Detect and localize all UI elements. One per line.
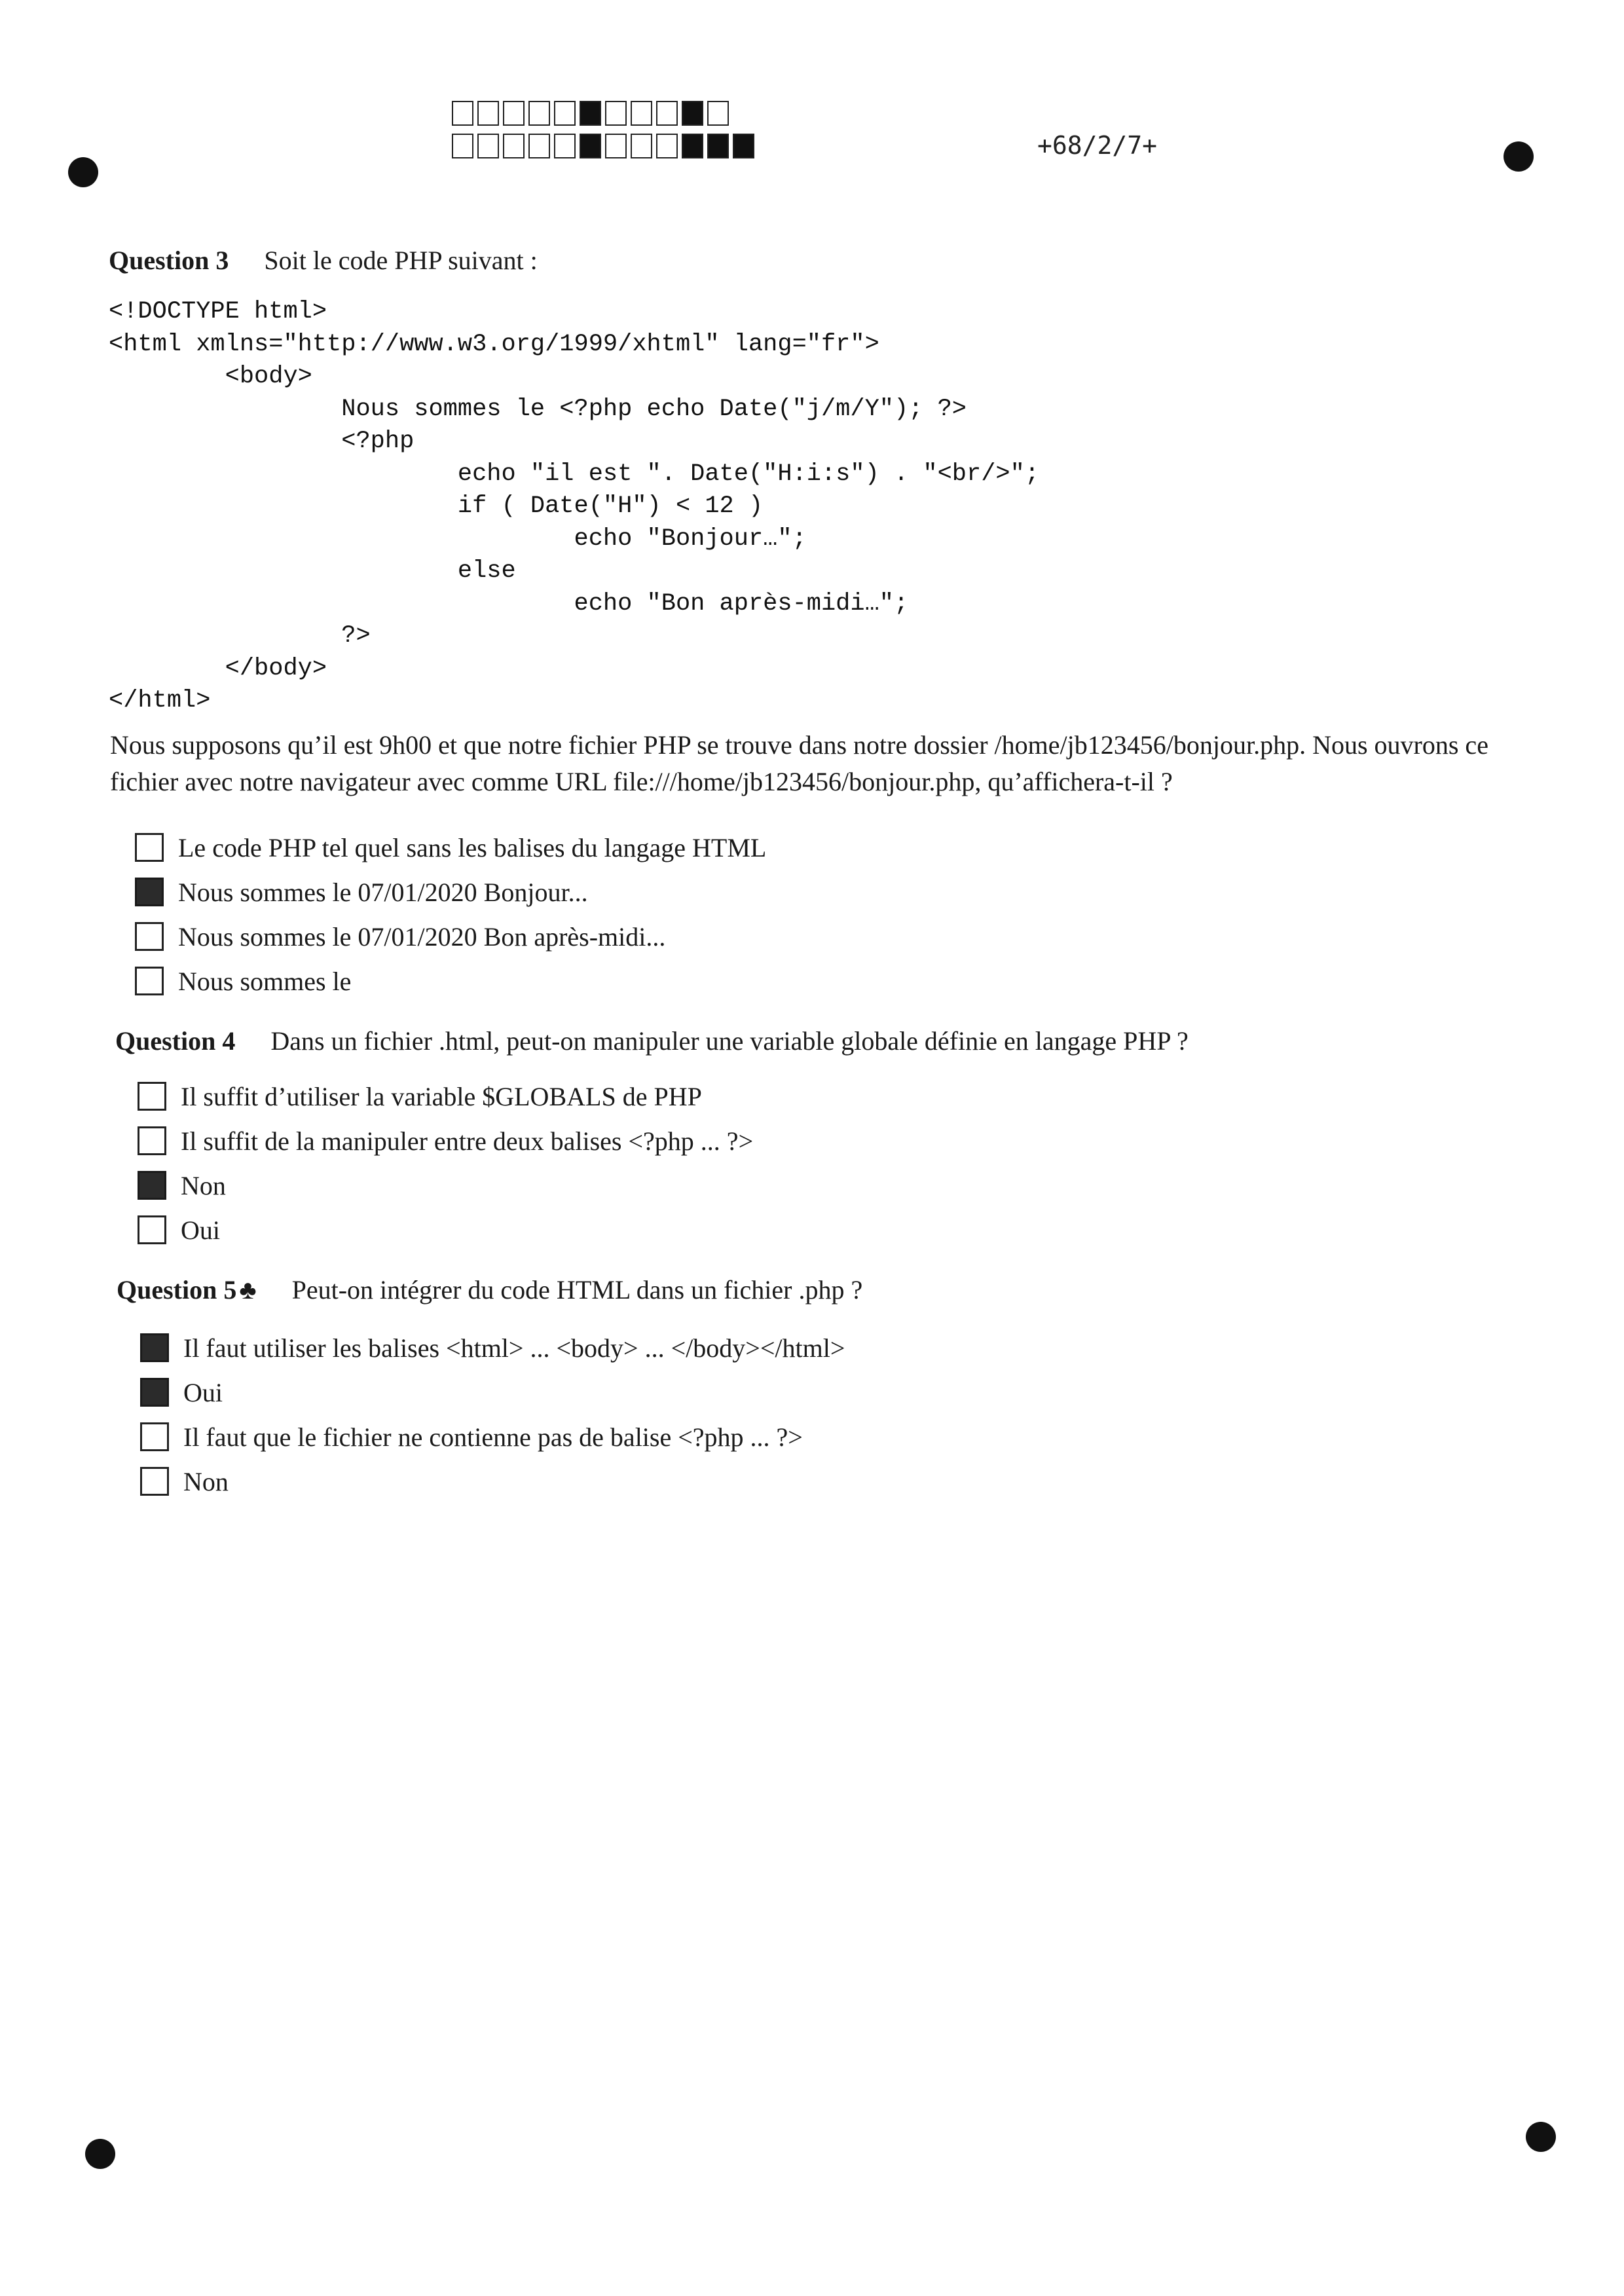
q5-option-4[interactable]	[140, 1459, 845, 1504]
checkbox[interactable]	[140, 1467, 169, 1496]
checkbox[interactable]	[138, 1171, 166, 1200]
id-grid-cell	[605, 134, 627, 158]
id-grid-cell	[707, 101, 729, 126]
question-4-choices	[138, 1074, 753, 1252]
id-grid-row-2	[452, 134, 758, 158]
id-grid-cell	[682, 134, 703, 158]
id-grid-cell	[656, 101, 678, 126]
checkbox[interactable]	[140, 1333, 169, 1362]
registration-mark-top-left	[68, 157, 98, 187]
q4-option-3[interactable]	[138, 1163, 753, 1208]
option-label: Oui	[183, 1377, 223, 1407]
id-grid-cell	[477, 101, 499, 126]
option-label: Nous sommes le	[178, 966, 352, 996]
checkbox[interactable]	[138, 1082, 166, 1111]
option-label: Il suffit d’utiliser la variable $GLOBALS de PHP	[181, 1081, 702, 1111]
question-3-choices	[135, 825, 766, 1003]
q5-option-2[interactable]	[140, 1370, 845, 1415]
question-4-heading	[115, 1026, 1189, 1056]
id-grid-cell	[631, 101, 652, 126]
option-label: Nous sommes le 07/01/2020 Bon après-midi...	[178, 921, 666, 952]
question-5-label: Question 5 ♣	[117, 1275, 257, 1305]
question-3-code: <!DOCTYPE html> <html xmlns="http://www.w3.org/1999/xhtml" lang="fr"> <body> Nous sommes le <?php echo Date("j/m/Y"); ?> <?php echo "il est ". Date("H:i:s") . "<br/>"; if ( Date("H") < 12 ) echo "Bonjour…"; else echo "Bon après-midi…"; ?> </body> </html>	[109, 298, 1040, 714]
id-grid-cell	[707, 134, 729, 158]
question-5-choices	[140, 1325, 845, 1504]
q3-option-4[interactable]	[135, 959, 766, 1003]
id-grid-cell	[631, 134, 652, 158]
id-grid-cell	[554, 101, 576, 126]
id-grid-cell	[452, 134, 473, 158]
checkbox[interactable]	[135, 833, 164, 862]
option-label: Il suffit de la manipuler entre deux balises <?php ... ?>	[181, 1126, 754, 1156]
question-5-prompt: Peut-on intégrer du code HTML dans un fichier .php ?	[291, 1275, 863, 1305]
checkbox[interactable]	[135, 967, 164, 995]
checkbox[interactable]	[135, 878, 164, 906]
checkbox[interactable]	[138, 1126, 166, 1155]
q5-option-3[interactable]	[140, 1415, 845, 1459]
id-grid-cell	[682, 101, 703, 126]
q3-option-3[interactable]	[135, 914, 766, 959]
checkbox[interactable]	[135, 922, 164, 951]
option-label: Non	[181, 1170, 226, 1200]
option-label: Il faut utiliser les balises <html> ... <body> ... </body></html>	[183, 1333, 845, 1363]
q3-option-1[interactable]	[135, 825, 766, 870]
question-3-text: Nous supposons qu’il est 9h00 et que notre fichier PHP se trouve dans notre dossier /home/jb123456/bonjour.php. Nous ouvrons ce fichier avec notre navigateur avec comme URL file:///home/jb123456/bonjour.php, qu’affichera-t-il ?	[110, 730, 1488, 796]
id-grid-cell	[528, 101, 550, 126]
question-5-heading	[117, 1274, 862, 1305]
option-label: Le code PHP tel quel sans les balises du langage HTML	[178, 832, 767, 862]
id-grid-cell	[503, 134, 525, 158]
checkbox[interactable]	[140, 1422, 169, 1451]
club-icon: ♣	[239, 1275, 257, 1305]
id-grid-cell	[580, 134, 601, 158]
checkbox[interactable]	[138, 1215, 166, 1244]
id-grid-cell	[580, 101, 601, 126]
id-grid-row-1	[452, 101, 733, 126]
registration-mark-bottom-left	[85, 2139, 115, 2169]
q4-option-1[interactable]	[138, 1074, 753, 1119]
registration-mark-top-right	[1504, 141, 1534, 172]
q3-option-2[interactable]	[135, 870, 766, 914]
option-label: Oui	[181, 1215, 220, 1245]
page-code: +68/2/7+	[1037, 131, 1158, 160]
id-grid-cell	[452, 101, 473, 126]
question-4-label: Question 4	[115, 1026, 236, 1056]
question-3-prompt: Soit le code PHP suivant :	[264, 246, 538, 275]
registration-mark-bottom-right	[1526, 2122, 1556, 2152]
id-grid-cell	[503, 101, 525, 126]
id-grid-cell	[477, 134, 499, 158]
q5-option-1[interactable]	[140, 1325, 845, 1370]
id-grid-cell	[605, 101, 627, 126]
id-grid-cell	[528, 134, 550, 158]
q4-option-4[interactable]	[138, 1208, 753, 1252]
question-3-label: Question 3	[109, 246, 229, 275]
checkbox[interactable]	[140, 1378, 169, 1407]
question-4-prompt: Dans un fichier .html, peut-on manipuler une variable globale définie en langage PHP ?	[270, 1026, 1189, 1056]
id-grid-cell	[733, 134, 754, 158]
q4-option-2[interactable]	[138, 1119, 753, 1163]
id-grid-cell	[656, 134, 678, 158]
option-label: Nous sommes le 07/01/2020 Bonjour...	[178, 877, 588, 907]
question-3-heading	[109, 245, 538, 276]
option-label: Non	[183, 1466, 229, 1496]
option-label: Il faut que le fichier ne contienne pas de balise <?php ... ?>	[183, 1422, 803, 1452]
id-grid-cell	[554, 134, 576, 158]
